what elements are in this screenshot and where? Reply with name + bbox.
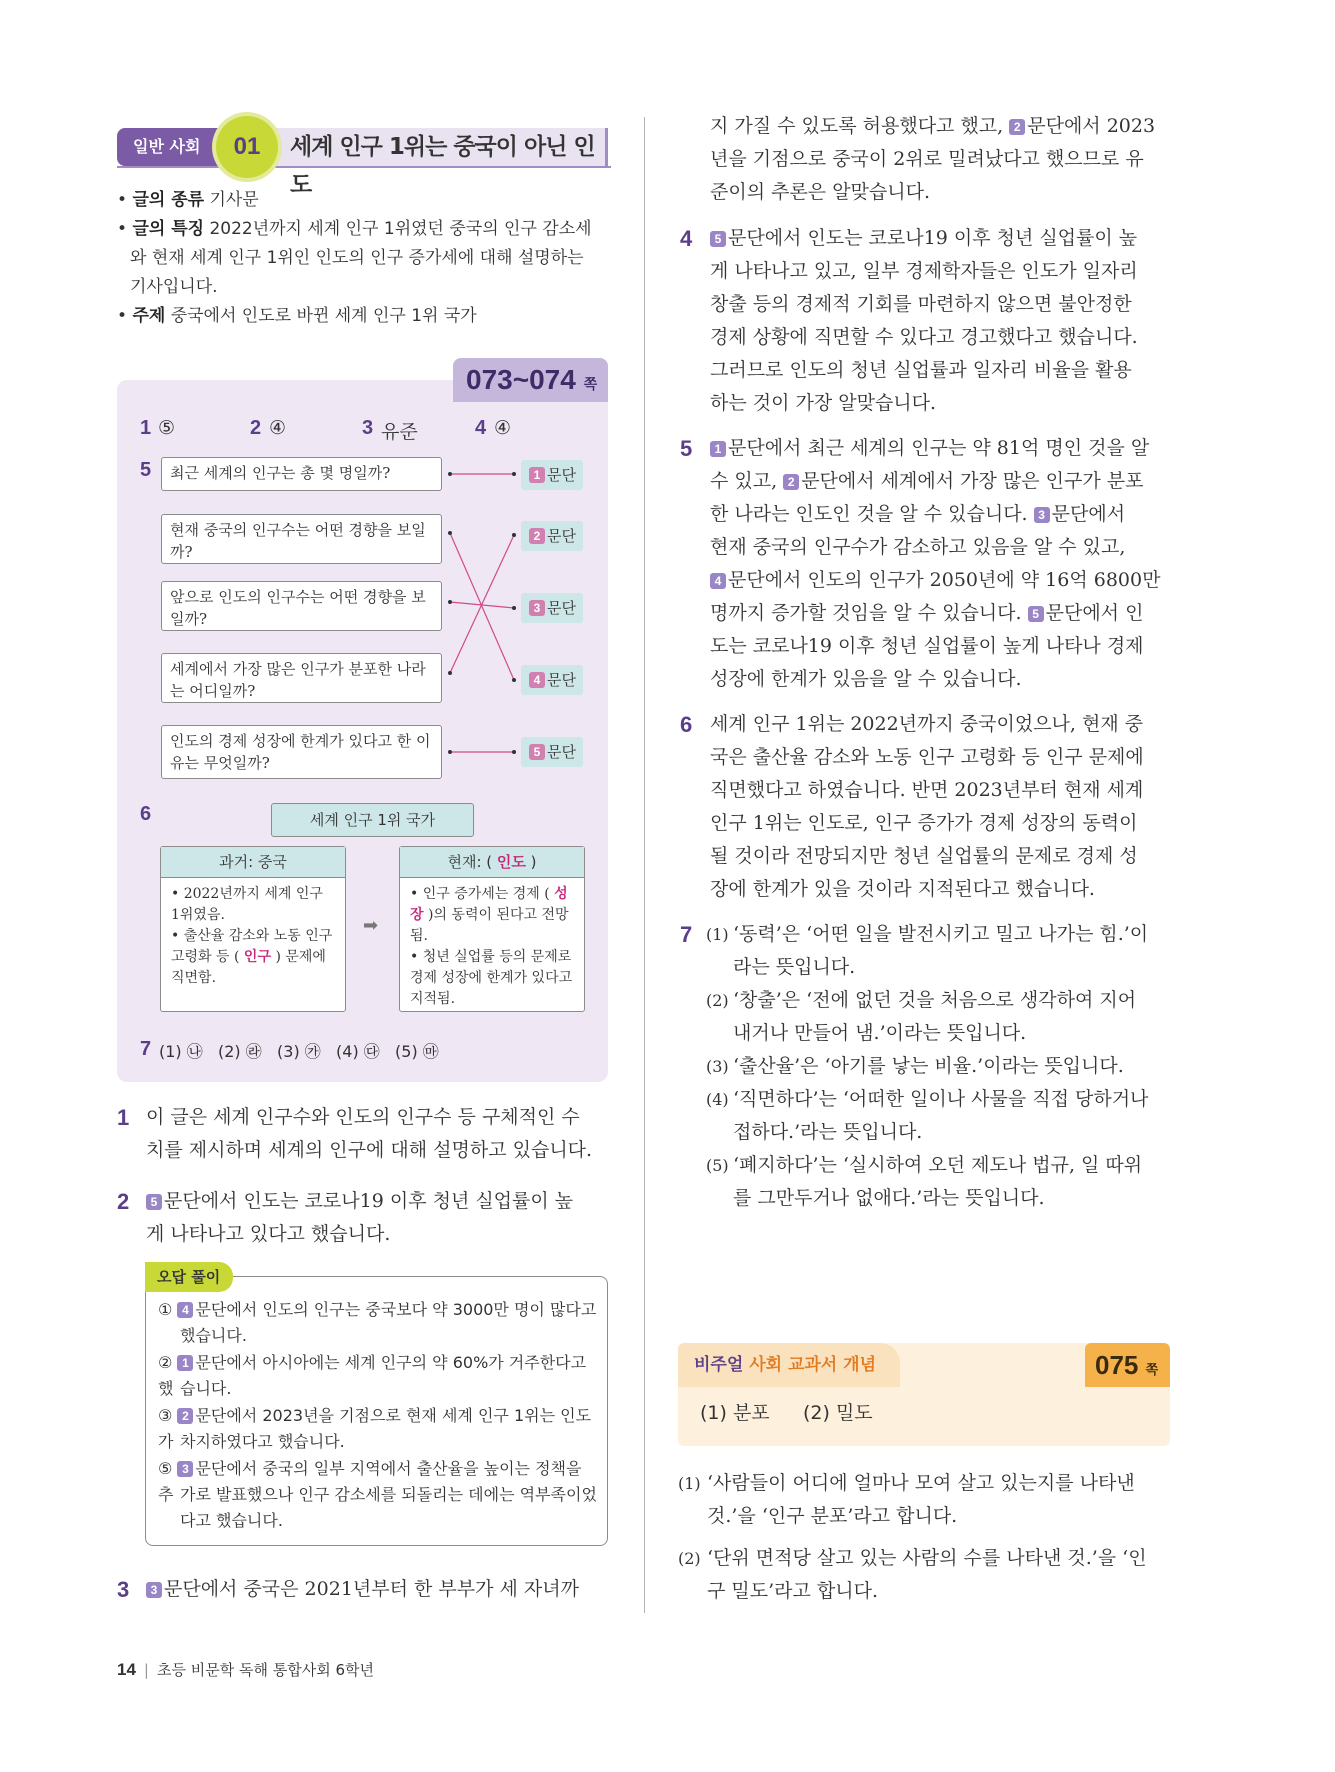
exp1-num: 1 (117, 1105, 130, 1130)
q6-now-box (399, 846, 585, 1012)
exp5-line1: 1 문단에서 최근 세계의 인구는 약 81억 명인 것을 알 (710, 432, 1149, 465)
info-feature: • 글의 특징 2022년까지 세계 인구 1위였던 중국의 인구 감소세 (117, 219, 592, 239)
info-kind-label: 글의 종류 (132, 190, 205, 210)
info-topic-label: 주제 (132, 306, 166, 326)
info-kind-value: 기사문 (209, 190, 259, 210)
visual-answer-1: (1) 분포 (700, 1402, 770, 1424)
exp2-line2: 게 나타나고 있다고 했습니다. (146, 1223, 391, 1245)
visual-exp2-line1: ‘단위 면적당 살고 있는 사람의 수를 나타낸 것.’을 ‘인 (707, 1547, 1147, 1569)
answer-page-range: 073~074 (466, 364, 576, 395)
exp2-num: 2 (117, 1189, 130, 1214)
answer-q2: ④ (269, 417, 287, 439)
exp3-cont-line3: 준이의 추론은 알맞습니다. (710, 181, 931, 203)
q5-paragraph-3: 3 문단 (521, 593, 583, 623)
answer-page-unit: 쪽 (583, 376, 598, 392)
visual-exp1-line2: 것.’을 ‘인구 분포’라고 합니다. (707, 1505, 958, 1527)
q6-now-bullet2: • 청년 실업률 등의 문제로 경제 성장에 한계가 있다고 지적됨. (410, 949, 573, 1007)
exp5-line6: 명까지 증가할 것임을 알 수 있습니다. 5 문단에서 인 (710, 602, 1144, 624)
section-banner (117, 116, 611, 198)
answer-q3: 유준 (381, 421, 418, 443)
q5-question-3: 앞으로 인도의 인구수는 어떤 경향을 보일까? (161, 581, 442, 631)
answer-q2-num: 2 (250, 417, 262, 439)
column-divider (644, 117, 645, 1613)
exp3-num: 3 (117, 1577, 130, 1602)
info-feature-line2: 와 현재 세계 인구 1위인 인도의 인구 증가세에 대해 설명하는 (130, 248, 584, 268)
wrong-item-2: ② 1 문단에서 아시아에는 세계 인구의 약 60%가 거주한다고 했 (158, 1353, 587, 1398)
exp7-3-line1: ‘출산율’은 ‘아기를 낳는 비율.’이라는 뜻입니다. (733, 1055, 1124, 1077)
q6-now-head: 현재: ( 인도 ) (400, 847, 584, 878)
q5-paragraph-1: 1 문단 (521, 460, 583, 490)
exp7-2-line1: ‘창출’은 ‘전에 없던 것을 처음으로 생각하여 지어 (733, 989, 1137, 1011)
category-tab: 일반 사회 (117, 128, 227, 166)
exp7-4-line2: 접하다.’라는 뜻입니다. (733, 1121, 923, 1143)
wrong-item-1: ① 4 문단에서 인도의 인구는 중국보다 약 3000만 명이 많다고 (158, 1300, 597, 1319)
wrong-answer-tag: 오답 풀이 (145, 1262, 233, 1292)
exp7-1-mark: (1) (706, 925, 729, 944)
exp3-line1: 3 문단에서 중국은 2021년부터 한 부부가 세 자녀까 (146, 1573, 579, 1606)
exp7-5-mark: (5) (706, 1156, 729, 1175)
q6-past-bullet2: • 출산율 감소와 노동 인구 고령화 등 ( 인구 ) 문제에 직면함. (171, 928, 333, 986)
q6-past-bullet1: • 2022년까지 세계 인구 1위였음. (171, 886, 323, 923)
exp7-2-mark: (2) (706, 991, 729, 1010)
book-title: 초등 비문학 독해 통합사회 6학년 (156, 1661, 374, 1679)
exp7-4-line1: ‘직면하다’는 ‘어떠한 일이나 사물을 직접 당하거나 (733, 1088, 1149, 1110)
exp5-line2: 수 있고, 2 문단에서 세계에서 가장 많은 인구가 분포 (710, 470, 1144, 492)
section-number-badge: 01 (216, 116, 278, 178)
exp6-line2: 국은 출산율 감소와 노동 인구 고령화 등 인구 문제에 (710, 746, 1144, 768)
exp7-2-line2: 내거나 만들어 냄.’이라는 뜻입니다. (733, 1022, 1027, 1044)
answer-q1-num: 1 (140, 417, 152, 439)
answer-q7-num: 7 (140, 1038, 152, 1060)
wrong-item-2-line2: 습니다. (180, 1379, 232, 1398)
exp5-num: 5 (680, 436, 693, 461)
exp4-line4: 경제 상황에 직면할 수 있다고 경고했다고 했습니다. (710, 326, 1138, 348)
q6-now-fill: 인도 (496, 853, 526, 871)
answer-q4-num: 4 (475, 417, 487, 439)
exp1-line2: 치를 제시하며 세계의 인구에 대해 설명하고 있습니다. (146, 1139, 593, 1161)
q6-now-fill2: 성장 (410, 886, 568, 923)
q5-question-5: 인도의 경제 성장에 한계가 있다고 한 이유는 무엇일까? (161, 725, 442, 779)
page-number: 14 (117, 1660, 136, 1679)
exp6-line1: 세계 인구 1위는 2022년까지 중국이었으나, 현재 중 (710, 713, 1144, 735)
exp4-line2: 게 나타나고 있고, 일부 경제학자들은 인도가 일자리 (710, 260, 1138, 282)
answer-q7: (1) ㉯ (2) ㉱ (3) ㉮ (4) ㉰ (5) ㉲ (159, 1042, 439, 1061)
exp4-num: 4 (680, 226, 693, 251)
answer-q1: ⑤ (158, 417, 176, 439)
wrong-item-1-line2: 했습니다. (180, 1326, 247, 1345)
exp6-line4: 인구 1위는 인도로, 인구 증가가 경제 성장의 동력이 (710, 812, 1138, 834)
answer-q4: ④ (494, 417, 512, 439)
exp5-line3: 한 나라는 인도인 것을 알 수 있습니다. 3 문단에서 (710, 503, 1126, 525)
exp7-5-line1: ‘폐지하다’는 ‘실시하여 오던 제도나 법규, 일 따위 (733, 1154, 1143, 1176)
exp3-cont-line2: 년을 기점으로 중국이 2위로 밀려났다고 했으므로 유 (710, 148, 1144, 170)
exp7-1-line2: 라는 뜻입니다. (733, 956, 856, 978)
visual-exp2-mark: (2) (678, 1549, 701, 1568)
info-feature-line3: 기사입니다. (130, 277, 218, 297)
wrong-item-5-line3: 다고 했습니다. (180, 1511, 283, 1530)
info-feature-line1: 2022년까지 세계 인구 1위였던 중국의 인구 감소세 (209, 219, 592, 239)
q5-question-2: 현재 중국의 인구수는 어떤 경향을 보일까? (161, 514, 442, 564)
answer-q3-num: 3 (362, 417, 374, 439)
exp7-3-mark: (3) (706, 1057, 729, 1076)
info-feature-label: 글의 특징 (132, 219, 205, 239)
q6-now-bullet1: • 인구 증가세는 경제 ( 성장 )의 동력이 된다고 전망됨. (410, 886, 569, 944)
exp5-line4: 현재 중국의 인구수가 감소하고 있음을 알 수 있고, (710, 536, 1126, 558)
exp7-4-mark: (4) (706, 1090, 729, 1109)
exp2-line1: 5 문단에서 인도는 코로나19 이후 청년 실업률이 높 (146, 1185, 573, 1218)
exp6-line6: 장에 한계가 있을 것이라 지적된다고 했습니다. (710, 878, 1095, 900)
exp7-1-line1: ‘동력’은 ‘어떤 일을 발전시키고 밀고 나가는 힘.’이 (733, 923, 1149, 945)
exp7-5-line2: 를 그만두거나 없애다.’라는 뜻입니다. (733, 1187, 1045, 1209)
q6-head: 세계 인구 1위 국가 (271, 803, 474, 837)
visual-exp1-mark: (1) (678, 1474, 701, 1493)
visual-concept-tab: 비주얼 사회 교과서 개념 (678, 1343, 900, 1387)
q6-past-fill: 인구 (243, 949, 271, 965)
exp3-cont-line1: 지 가질 수 있도록 허용했다고 했고, 2 문단에서 2023 (710, 115, 1156, 137)
q5-question-1: 최근 세계의 인구는 총 몇 명일까? (161, 457, 442, 491)
exp5-line8: 성장에 한계가 있음을 알 수 있습니다. (710, 668, 1022, 690)
wrong-item-5-line2: 가로 발표했으나 인구 감소세를 되돌리는 데에는 역부족이었 (180, 1485, 597, 1504)
q6-past-head: 과거: 중국 (161, 847, 345, 878)
exp5-line5: 4 문단에서 인도의 인구가 2050년에 약 16억 6800만 (710, 564, 1160, 597)
exp4-line3: 창출 등의 경제적 기회를 마련하지 않으면 불안정한 (710, 293, 1132, 315)
exp6-line3: 직면했다고 하였습니다. 반면 2023년부터 현재 세계 (710, 779, 1144, 801)
exp4-line5: 그러므로 인도의 청년 실업률과 일자리 비율을 활용 (710, 359, 1132, 381)
section-title: 세계 인구 1위는 중국이 아닌 인도 (290, 134, 595, 198)
banner-underline (117, 166, 611, 168)
exp4-line6: 하는 것이 가장 알맞습니다. (710, 392, 937, 414)
q5-paragraph-2: 2 문단 (521, 521, 583, 551)
q5-question-4: 세계에서 가장 많은 인구가 분포한 나라는 어디일까? (161, 653, 442, 703)
exp6-line5: 될 것이라 전망되지만 청년 실업률의 문제로 경제 성 (710, 845, 1138, 867)
answer-q5-num: 5 (140, 459, 152, 481)
q5-paragraph-4: 4 문단 (521, 665, 583, 695)
answer-q6-num: 6 (140, 803, 152, 825)
exp5-line7: 도는 코로나19 이후 청년 실업률이 높게 나타나 경제 (710, 635, 1144, 657)
exp6-num: 6 (680, 712, 693, 737)
answer-page-tag (453, 358, 608, 402)
page-footer: 14 | 초등 비문학 독해 통합사회 6학년 (117, 1660, 374, 1679)
exp1-line1: 이 글은 세계 인구수와 인도의 인구수 등 구체적인 수 (146, 1106, 580, 1128)
info-topic: • 주제 중국에서 인도로 바뀐 세계 인구 1위 국가 (117, 306, 477, 326)
visual-exp1-line1: ‘사람들이 어디에 얼마나 모여 살고 있는지를 나타낸 (707, 1472, 1135, 1494)
exp4-line1: 5 문단에서 인도는 코로나19 이후 청년 실업률이 높 (710, 222, 1137, 255)
wrong-item-3-line2: 차지하였다고 했습니다. (180, 1432, 345, 1451)
q5-paragraph-5: 5 문단 (521, 737, 583, 767)
visual-page-tag: 075 쪽 (1085, 1343, 1170, 1387)
q6-past-box (160, 846, 346, 1012)
q5-matching-lines (440, 455, 525, 785)
info-kind: • 글의 종류 기사문 (117, 190, 259, 210)
visual-exp2-line2: 구 밀도’라고 합니다. (707, 1580, 878, 1602)
wrong-item-3: ③ 2 문단에서 2023년을 기점으로 현재 세계 인구 1위는 인도가 (158, 1406, 592, 1451)
info-topic-value: 중국에서 인도로 바뀐 세계 인구 1위 국가 (170, 306, 477, 326)
exp7-num: 7 (680, 922, 693, 947)
visual-answer-2: (2) 밀도 (803, 1402, 873, 1424)
wrong-item-5: ⑤ 3 문단에서 중국의 일부 지역에서 출산율을 높이는 정책을 추 (158, 1459, 582, 1504)
q6-arrow-icon: ➡ (363, 915, 379, 936)
